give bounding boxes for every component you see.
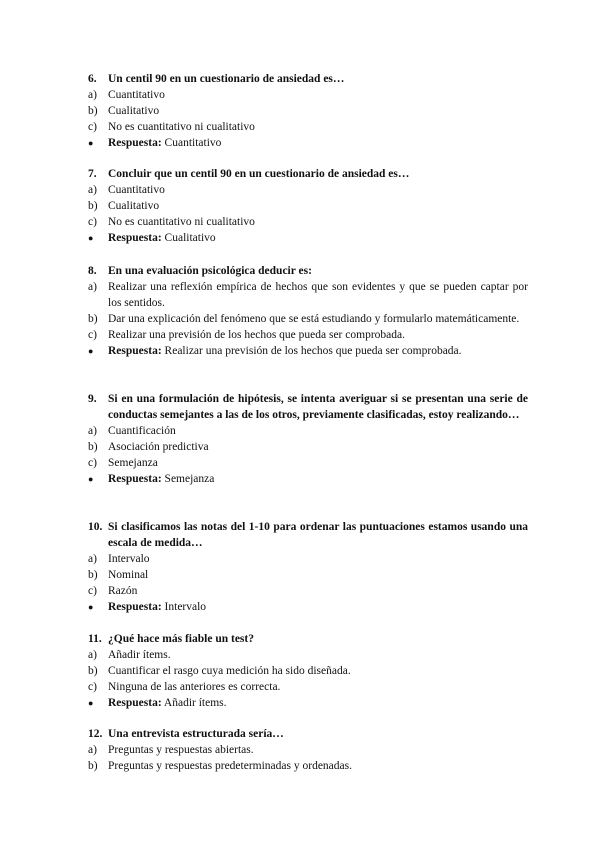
bullet-icon: ● bbox=[88, 346, 94, 356]
option-text: Nominal bbox=[108, 569, 149, 581]
option-b bbox=[88, 439, 528, 455]
option-b bbox=[88, 567, 528, 583]
answer-label: Respuesta: bbox=[108, 345, 162, 357]
option-a bbox=[88, 182, 528, 198]
question-12 bbox=[88, 726, 528, 774]
answer-text: Añadir ítems. bbox=[163, 697, 227, 709]
bullet-icon: ● bbox=[88, 698, 94, 708]
question-7 bbox=[88, 166, 528, 246]
answer-text: Intervalo bbox=[164, 601, 207, 613]
option-a bbox=[88, 551, 528, 567]
option-b bbox=[88, 758, 528, 774]
option-label: b) bbox=[88, 313, 98, 325]
answer-text: Cuantitativo bbox=[164, 137, 222, 149]
option-a bbox=[88, 647, 528, 663]
option-label: a) bbox=[88, 184, 97, 196]
answer-text: Cualitativo bbox=[164, 232, 216, 244]
question-number: 10. bbox=[88, 521, 103, 533]
option-label: a) bbox=[88, 89, 97, 101]
option-c bbox=[88, 327, 528, 343]
question-number: 12. bbox=[88, 728, 103, 740]
option-text: Cuantificación bbox=[108, 425, 176, 437]
option-text: Razón bbox=[108, 585, 138, 597]
option-label: c) bbox=[88, 457, 97, 469]
bullet-icon: ● bbox=[88, 233, 94, 243]
option-label: a) bbox=[88, 281, 97, 293]
answer-label: Respuesta: bbox=[108, 697, 162, 709]
question-number: 7. bbox=[88, 168, 97, 180]
option-label: a) bbox=[88, 425, 97, 437]
question-11 bbox=[88, 631, 528, 711]
question-text: Si en una formulación de hipótesis, se intenta averiguar si se presentan una serie de conductas semejantes a las de los otros, previamente clasificadas, estoy realizando… bbox=[108, 393, 528, 421]
question-number: 9. bbox=[88, 393, 97, 405]
question-title bbox=[88, 631, 528, 647]
option-text: Semejanza bbox=[108, 457, 158, 469]
question-title bbox=[88, 391, 528, 423]
option-c bbox=[88, 214, 528, 230]
answer-label: Respuesta: bbox=[108, 601, 162, 613]
answer-line bbox=[88, 230, 528, 246]
question-title bbox=[88, 71, 528, 87]
option-text: Cuantificar el rasgo cuya medición ha sido diseñada. bbox=[108, 665, 351, 677]
option-text: Realizar una reflexión empírica de hechos que son evidentes y que se pueden captar por los sentidos. bbox=[108, 281, 528, 309]
option-label: c) bbox=[88, 329, 97, 341]
question-8 bbox=[88, 263, 528, 359]
option-a bbox=[88, 423, 528, 439]
option-b bbox=[88, 663, 528, 679]
option-label: b) bbox=[88, 760, 98, 772]
option-a bbox=[88, 87, 528, 103]
option-label: b) bbox=[88, 569, 98, 581]
option-text: Dar una explicación del fenómeno que se está estudiando y formularlo matemáticamente. bbox=[108, 313, 520, 325]
bullet-icon: ● bbox=[88, 602, 94, 612]
option-text: No es cuantitativo ni cualitativo bbox=[108, 216, 255, 228]
question-text: Un centil 90 en un cuestionario de ansiedad es… bbox=[108, 73, 345, 85]
question-text: Una entrevista estructurada sería… bbox=[108, 728, 284, 740]
bullet-icon: ● bbox=[88, 138, 94, 148]
question-text: Si clasificamos las notas del 1-10 para ordenar las puntuaciones estamos usando una escala de medida… bbox=[108, 521, 528, 549]
question-text: Concluir que un centil 90 en un cuestionario de ansiedad es… bbox=[108, 168, 410, 180]
option-text: Cualitativo bbox=[108, 200, 160, 212]
option-text: Asociación predictiva bbox=[108, 441, 209, 453]
option-label: c) bbox=[88, 681, 97, 693]
option-text: No es cuantitativo ni cualitativo bbox=[108, 121, 255, 133]
option-label: a) bbox=[88, 649, 97, 661]
question-number: 6. bbox=[88, 73, 97, 85]
option-label: a) bbox=[88, 553, 97, 565]
option-text: Intervalo bbox=[108, 553, 150, 565]
answer-label: Respuesta: bbox=[108, 473, 162, 485]
option-a bbox=[88, 279, 528, 311]
option-text: Cualitativo bbox=[108, 105, 160, 117]
answer-line bbox=[88, 599, 528, 615]
answer-line bbox=[88, 343, 528, 359]
option-c bbox=[88, 583, 528, 599]
option-label: b) bbox=[88, 441, 98, 453]
answer-label: Respuesta: bbox=[108, 137, 162, 149]
answer-line bbox=[88, 695, 528, 711]
option-b bbox=[88, 198, 528, 214]
answer-line bbox=[88, 135, 528, 151]
bullet-icon: ● bbox=[88, 474, 94, 484]
option-label: c) bbox=[88, 585, 97, 597]
option-text: Preguntas y respuestas predeterminadas y ordenadas. bbox=[108, 760, 352, 772]
option-text: Ninguna de las anteriores es correcta. bbox=[108, 681, 281, 693]
option-label: c) bbox=[88, 121, 97, 133]
option-text: Añadir ítems. bbox=[108, 649, 171, 661]
option-label: c) bbox=[88, 216, 97, 228]
option-b bbox=[88, 311, 528, 327]
question-title bbox=[88, 519, 528, 551]
question-6 bbox=[88, 71, 528, 151]
option-c bbox=[88, 679, 528, 695]
answer-text: Semejanza bbox=[164, 473, 215, 485]
question-title bbox=[88, 263, 528, 279]
question-title bbox=[88, 166, 528, 182]
question-number: 8. bbox=[88, 265, 97, 277]
question-text: ¿Qué hace más fiable un test? bbox=[108, 633, 254, 645]
question-title bbox=[88, 726, 528, 742]
answer-line bbox=[88, 471, 528, 487]
option-label: b) bbox=[88, 200, 98, 212]
answer-text: Realizar una previsión de los hechos que pueda ser comprobada. bbox=[164, 345, 462, 357]
question-text: En una evaluación psicológica deducir es: bbox=[108, 265, 312, 277]
answer-label: Respuesta: bbox=[108, 232, 162, 244]
question-number: 11. bbox=[88, 633, 102, 645]
option-a bbox=[88, 742, 528, 758]
question-10 bbox=[88, 519, 528, 615]
option-text: Realizar una previsión de los hechos que pueda ser comprobada. bbox=[108, 329, 405, 341]
option-label: b) bbox=[88, 105, 98, 117]
question-9 bbox=[88, 391, 528, 487]
option-text: Cuantitativo bbox=[108, 184, 165, 196]
option-c bbox=[88, 455, 528, 471]
option-label: b) bbox=[88, 665, 98, 677]
option-text: Preguntas y respuestas abiertas. bbox=[108, 744, 254, 756]
option-c bbox=[88, 119, 528, 135]
option-text: Cuantitativo bbox=[108, 89, 165, 101]
option-b bbox=[88, 103, 528, 119]
option-label: a) bbox=[88, 744, 97, 756]
